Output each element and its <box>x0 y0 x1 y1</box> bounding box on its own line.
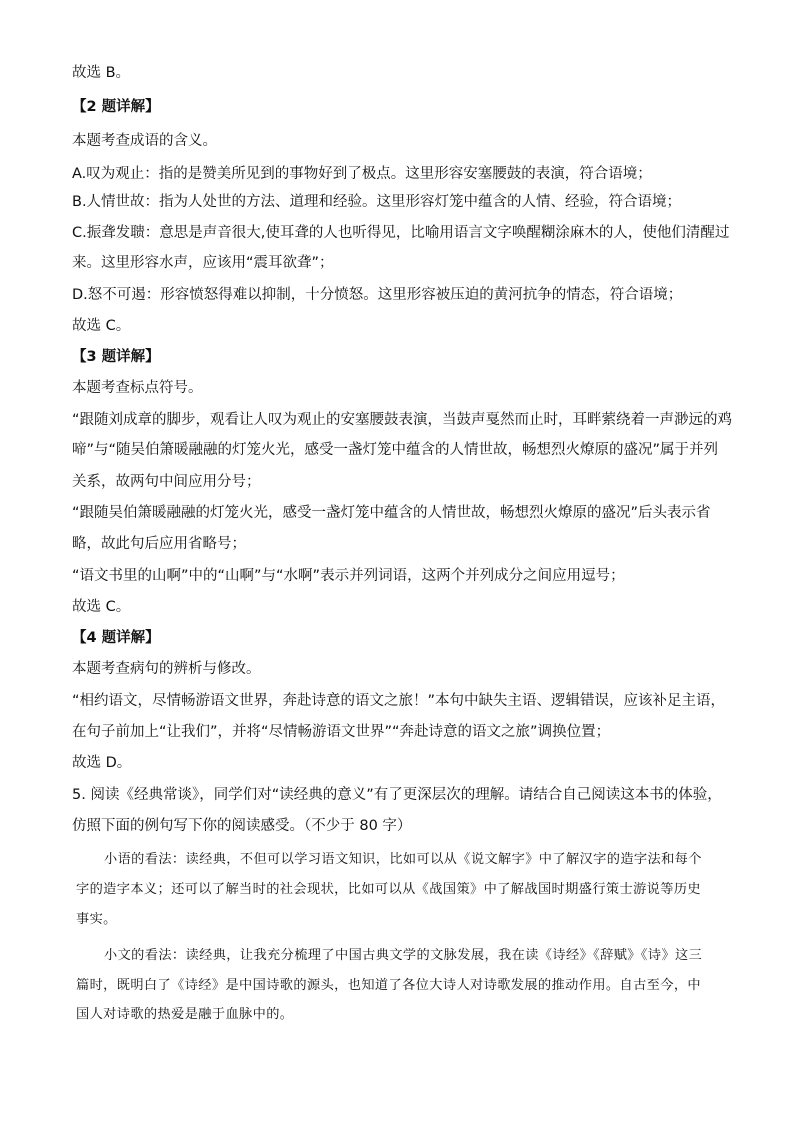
text-line: 关系，故两句中间应用分号； <box>72 474 261 490</box>
text-line: A.叹为观止：指的是赞美所见到的事物好到了极点。这里形容安塞腰鼓的表演，符合语境； <box>72 166 652 182</box>
example-quote-line: 小文的看法：读经典，让我充分梳理了中国古典文学的文脉发展，我在读《诗经》《辞赋》《诗》这三 <box>104 948 703 963</box>
text-line: B.人情世故：指为人处世的方法、道理和经验。这里形容灯笼中蕴含的人情、经验，符合语境； <box>72 194 682 210</box>
text-line: “跟随吴伯箫暖融融的灯笼火光，感受一盏灯笼中蕴含的人情世故，畅想烈火燎原的盛况”后头表示省 <box>72 505 711 521</box>
example-quote-line: 字的造字本义；还可以了解当时的社会现状，比如可以从《战国策》中了解战国时期盛行策士游说等历史 <box>76 882 702 897</box>
text-line: 故选 B。 <box>72 65 131 81</box>
text-line: 略，故此句后应用省略号； <box>72 536 246 552</box>
text-line: 本题考查成语的含义。 <box>72 133 217 149</box>
text-line: 故选 C。 <box>72 599 131 615</box>
text-line: 故选 D。 <box>72 755 132 771</box>
text-line: “语文书里的山啊”中的“山啊”与“水啊”表示并列词语，这两个并列成分之间应用逗号； <box>72 568 625 584</box>
text-line: 本题考查标点符号。 <box>72 380 203 396</box>
text-line: 来。这里形容水声，应该用“震耳欲聋”； <box>72 255 334 271</box>
text-line: 啼”与“随吴伯箫暖融融的灯笼火光，感受一盏灯笼中蕴含的人情世故，畅想烈火燎原的盛况”属于并列 <box>72 442 719 458</box>
question-text: 5. 阅读《经典常谈》，同学们对“读经典的意义”有了更深层次的理解。请结合自己阅读这本书的体验， <box>72 787 722 803</box>
example-quote-line: 篇时，既明白了《诗经》是中国诗歌的源头，也知道了各位大诗人对诗歌发展的推动作用。自古至今，中 <box>76 978 702 993</box>
question-text: 仿照下面的例句写下你的阅读感受。（不少于 80 字） <box>72 818 412 834</box>
section-heading: 【4 题详解】 <box>72 630 160 646</box>
text-line: 故选 C。 <box>72 318 131 334</box>
section-heading: 【2 题详解】 <box>72 99 160 115</box>
text-line: C.振聋发聩：意思是声音很大,使耳聋的人也听得见，比喻用语言文字唤醒糊涂麻木的人，使他们清醒过 <box>72 225 730 241</box>
section-heading: 【3 题详解】 <box>72 349 160 365</box>
example-quote-line: 国人对诗歌的热爱是融于血脉中的。 <box>76 1007 294 1022</box>
example-quote-line: 事实。 <box>76 912 117 927</box>
text-line: 本题考查病句的辨析与修改。 <box>72 661 261 677</box>
text-line: 在句子前加上“让我们”，并将“尽情畅游语文世界”“奔赴诗意的语文之旅”调换位置； <box>72 724 611 740</box>
text-line: D.怒不可遏：形容愤怒得难以抑制，十分愤怒。这里形容被压迫的黄河抗争的情态，符合语境； <box>72 287 683 303</box>
text-line: “跟随刘成章的脚步，观看让人叹为观止的安塞腰鼓表演，当鼓声戛然而止时，耳畔萦绕着一声渺远的鸡 <box>72 412 733 428</box>
text-line: “相约语文，尽情畅游语文世界，奔赴诗意的语文之旅！”本句中缺失主语、逻辑错误，应该补足主语， <box>72 693 726 709</box>
example-quote-line: 小语的看法：读经典，不但可以学习语文知识，比如可以从《说文解字》中了解汉字的造字法和每个 <box>104 852 702 867</box>
